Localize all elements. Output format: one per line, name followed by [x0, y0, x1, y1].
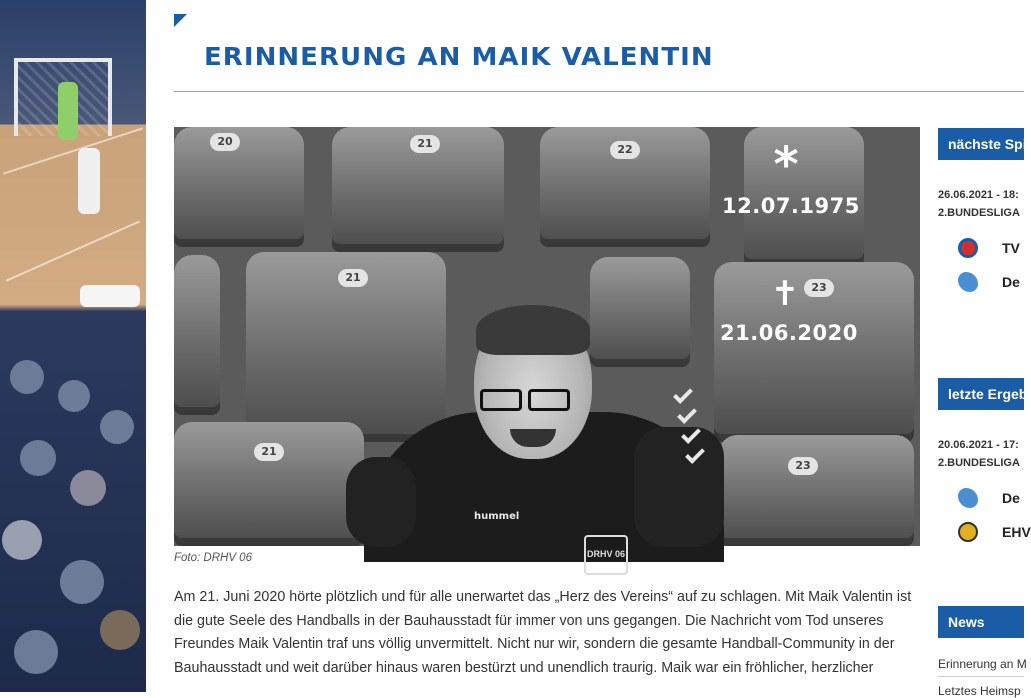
crowd-head	[60, 560, 104, 604]
seat-number: 21	[254, 443, 284, 461]
birth-asterisk-icon: *	[773, 137, 799, 193]
team-name: De	[1002, 274, 1020, 290]
last-result-team[interactable]	[958, 486, 1024, 510]
club-badge-icon	[958, 522, 978, 542]
stadium-seat	[590, 257, 690, 367]
crowd-head	[100, 610, 140, 650]
stadium-seat	[174, 255, 220, 415]
seat-number: 23	[804, 279, 834, 297]
corner-accent-icon	[174, 14, 187, 27]
next-games-heading[interactable]: nächste Spi	[938, 128, 1024, 160]
death-date: 21.06.2020	[720, 321, 858, 345]
shirt-club-logo: DRHV 06	[584, 535, 628, 575]
person-arm	[346, 457, 416, 547]
news-divider	[938, 676, 1024, 677]
crowd-head	[14, 630, 58, 674]
next-game-team[interactable]	[958, 270, 1024, 294]
seat-number: 21	[338, 269, 368, 287]
seat-number: 23	[788, 457, 818, 475]
crowd-head	[20, 440, 56, 476]
team-name: De	[1002, 490, 1020, 506]
death-cross-icon: ✝	[770, 274, 800, 314]
team-name: TV	[1002, 240, 1020, 256]
club-crest-icon	[958, 238, 978, 258]
last-results-heading[interactable]: letzte Ergeb	[938, 378, 1024, 410]
title-divider	[174, 91, 1024, 92]
court-line	[6, 220, 140, 281]
crowd-head	[100, 410, 134, 444]
bench-figure	[80, 285, 140, 307]
team-name: EHV	[1002, 524, 1031, 540]
article-body: Am 21. Juni 2020 hörte plötzlich und für alle unerwartet das „Herz des Vereins“ auf zu schlagen. Mit Maik Valentin ist die gute Seele des Handballs in der Bauhausstadt für immer von uns gegangen. Die Nachricht vom Tod unseres Freundes Maik Valentin traf uns völlig unvermittelt. Nicht nur wir, sondern die gesamte Handball-Community in der Bauhausstadt und weit darüber hinaus waren bestürzt und unendlich traurig. Maik war ein fröhlicher, herzlicher	[174, 589, 912, 676]
stadium-seat	[174, 422, 364, 546]
person-hair	[476, 305, 590, 355]
glasses-lens	[480, 389, 522, 411]
fish-logo-icon	[958, 272, 978, 292]
glasses-lens	[528, 389, 570, 411]
crowd-head	[70, 470, 106, 506]
seat-number: 20	[210, 133, 240, 151]
photo-caption: Foto: DRHV 06	[174, 552, 252, 564]
fish-logo-icon	[958, 488, 978, 508]
page-title: ERINNERUNG AN MAIK VALENTIN	[204, 42, 714, 71]
crowd-head	[58, 380, 90, 412]
news-item[interactable]: Erinnerung an M	[938, 657, 1027, 671]
last-result-league: 2.BUNDESLIGA	[938, 457, 1020, 469]
player-figure	[78, 148, 100, 214]
birth-date: 12.07.1975	[722, 194, 860, 218]
seat-number: 21	[410, 135, 440, 153]
next-game-date: 26.06.2021 - 18:	[938, 189, 1019, 201]
shirt-brand-text: hummel	[474, 511, 520, 522]
next-game-team[interactable]	[958, 236, 1024, 260]
stadium-seat	[719, 435, 914, 546]
person-arm	[634, 427, 724, 547]
next-game-league: 2.BUNDESLIGA	[938, 207, 1020, 219]
goalkeeper-figure	[58, 82, 78, 140]
news-item[interactable]: Letztes Heimsp	[938, 684, 1021, 698]
sleeve-chevron-icon	[677, 404, 697, 424]
crowd-head	[2, 520, 42, 560]
last-result-team[interactable]	[958, 520, 1031, 544]
news-heading[interactable]: News	[938, 606, 1024, 638]
background-photo-handball-arena	[0, 0, 146, 692]
last-result-date: 20.06.2021 - 17:	[938, 439, 1019, 451]
page-header	[174, 14, 1024, 94]
seat-number: 22	[610, 141, 640, 159]
crowd-head	[10, 360, 44, 394]
sleeve-chevron-icon	[673, 384, 693, 404]
